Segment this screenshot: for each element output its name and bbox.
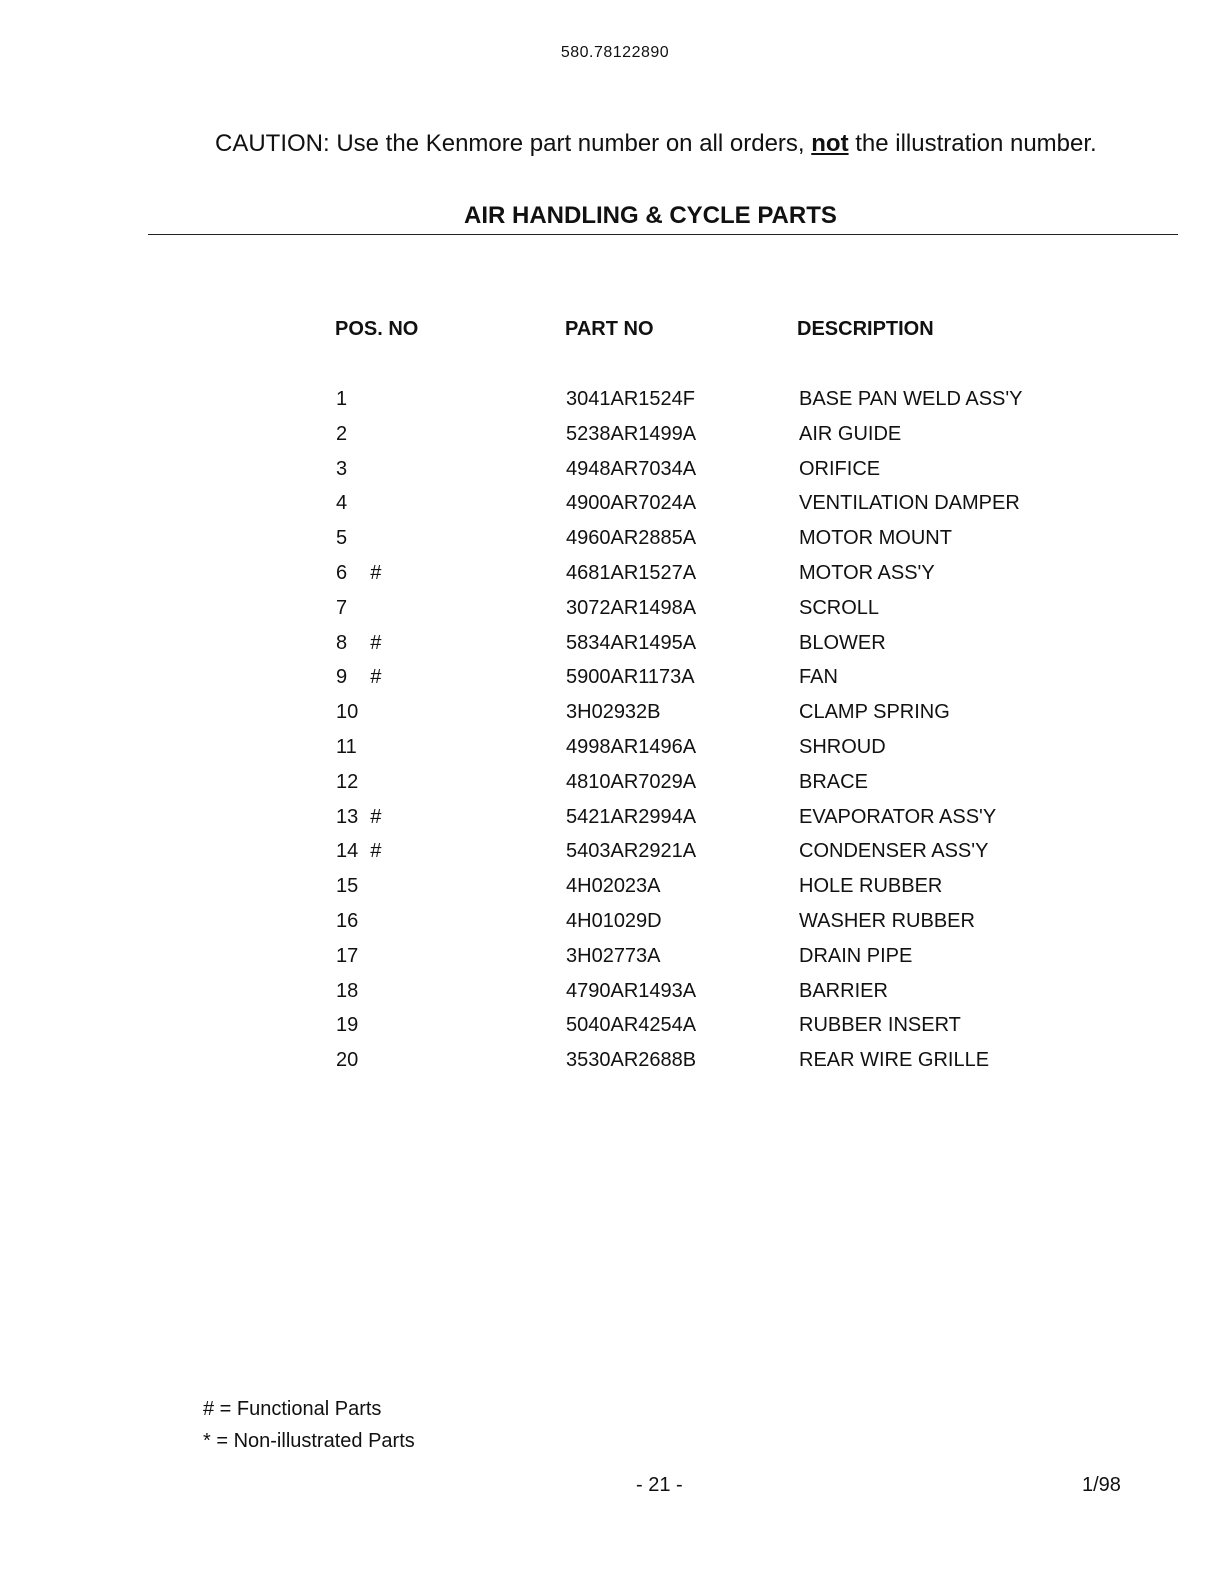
part-number: 3H02932B [566,701,661,724]
table-row [0,906,1230,941]
part-number: 4960AR2885A [566,527,697,550]
functional-flag: # [370,840,382,863]
part-number: 5238AR1499A [566,422,697,445]
part-number: 4H01029D [566,909,662,932]
revision-date: 1/98 [1082,1474,1121,1496]
part-number: 4900AR7024A [566,492,697,515]
part-number: 5834AR1495A [566,631,697,654]
part-number: 4998AR1496A [566,735,697,758]
pos-number: 11 [336,735,357,758]
pos-number: 4 [336,492,348,515]
part-description: EVAPORATOR ASS'Y [799,805,997,828]
functional-flag: # [370,805,382,828]
pos-number: 3 [336,457,348,480]
table-row [0,767,1230,802]
pos-number: 12 [336,770,359,793]
parts-list [0,384,1230,1080]
section-title: AIR HANDLING & CYCLE PARTS [464,202,837,229]
model-number: 580.78122890 [560,44,670,61]
pos-number: 20 [336,1049,359,1072]
table-row [0,1045,1230,1080]
part-number: 3H02773A [566,944,661,967]
table-row [0,1010,1230,1045]
table-row [0,836,1230,871]
functional-flag: # [370,561,382,584]
column-header-description: DESCRIPTION [797,318,934,340]
pos-number: 5 [336,527,348,550]
part-description: BASE PAN WELD ASS'Y [799,388,1023,410]
part-number: 5421AR2994A [566,805,697,828]
legend-functional: # = Functional Parts [203,1398,382,1420]
pos-number: 1 [336,388,348,410]
table-row [0,871,1230,906]
part-description: WASHER RUBBER [799,909,975,932]
table-row [0,454,1230,489]
part-description: SHROUD [799,735,886,758]
legend-non-illustrated: * = Non-illustrated Parts [203,1430,415,1452]
part-description: RUBBER INSERT [799,1014,961,1037]
pos-number: 17 [336,944,359,967]
table-row [0,558,1230,593]
part-number: 4790AR1493A [566,979,697,1002]
caution-text-after: the illustration number. [848,130,1097,157]
functional-flag: # [370,666,382,689]
table-row [0,941,1230,976]
title-rule [148,234,1178,235]
pos-number: 13 [336,805,359,828]
part-description: CLAMP SPRING [799,701,950,724]
pos-number: 8 [336,631,348,654]
part-description: ORIFICE [799,457,881,480]
pos-number: 16 [336,909,359,932]
column-header-pos: POS. NO [335,318,419,340]
table-row [0,732,1230,767]
part-number: 3041AR1524F [566,388,695,410]
column-header-part: PART NO [565,318,654,340]
part-description: MOTOR ASS'Y [799,561,935,584]
part-number: 4681AR1527A [566,561,697,584]
part-description: REAR WIRE GRILLE [799,1049,990,1072]
table-row [0,662,1230,697]
table-row [0,488,1230,523]
table-row [0,523,1230,558]
table-row [0,419,1230,454]
part-description: BLOWER [799,631,886,654]
part-number: 5900AR1173A [566,666,695,689]
caution-emphasis: not [811,130,849,157]
page-number: - 21 - [636,1474,683,1496]
part-number: 4810AR7029A [566,770,697,793]
table-row [0,384,1230,419]
part-description: BARRIER [799,979,888,1002]
pos-number: 7 [336,596,348,619]
pos-number: 6 [336,561,348,584]
part-number: 5403AR2921A [566,840,697,863]
part-description: DRAIN PIPE [799,944,913,967]
table-row [0,976,1230,1011]
caution-notice [215,130,1097,158]
part-description: CONDENSER ASS'Y [799,840,989,863]
part-description: MOTOR MOUNT [799,527,952,550]
part-description: SCROLL [799,596,880,619]
functional-flag: # [370,631,382,654]
part-description: FAN [799,666,838,689]
pos-number: 19 [336,1014,359,1037]
part-description: BRACE [799,770,868,793]
part-number: 4H02023A [566,875,661,898]
table-row [0,628,1230,663]
pos-number: 10 [336,701,359,724]
table-row [0,593,1230,628]
pos-number: 14 [336,840,359,863]
pos-number: 15 [336,875,359,898]
table-row [0,802,1230,837]
table-row [0,697,1230,732]
caution-text-before: CAUTION: Use the Kenmore part number on all orders, [215,130,812,157]
part-number: 5040AR4254A [566,1014,697,1037]
part-number: 4948AR7034A [566,457,697,480]
part-description: AIR GUIDE [799,422,902,445]
part-number: 3530AR2688B [566,1049,697,1072]
pos-number: 2 [336,422,348,445]
part-description: VENTILATION DAMPER [799,492,1020,515]
part-number: 3072AR1498A [566,596,697,619]
part-description: HOLE RUBBER [799,875,943,898]
pos-number: 18 [336,979,359,1002]
pos-number: 9 [336,666,348,689]
